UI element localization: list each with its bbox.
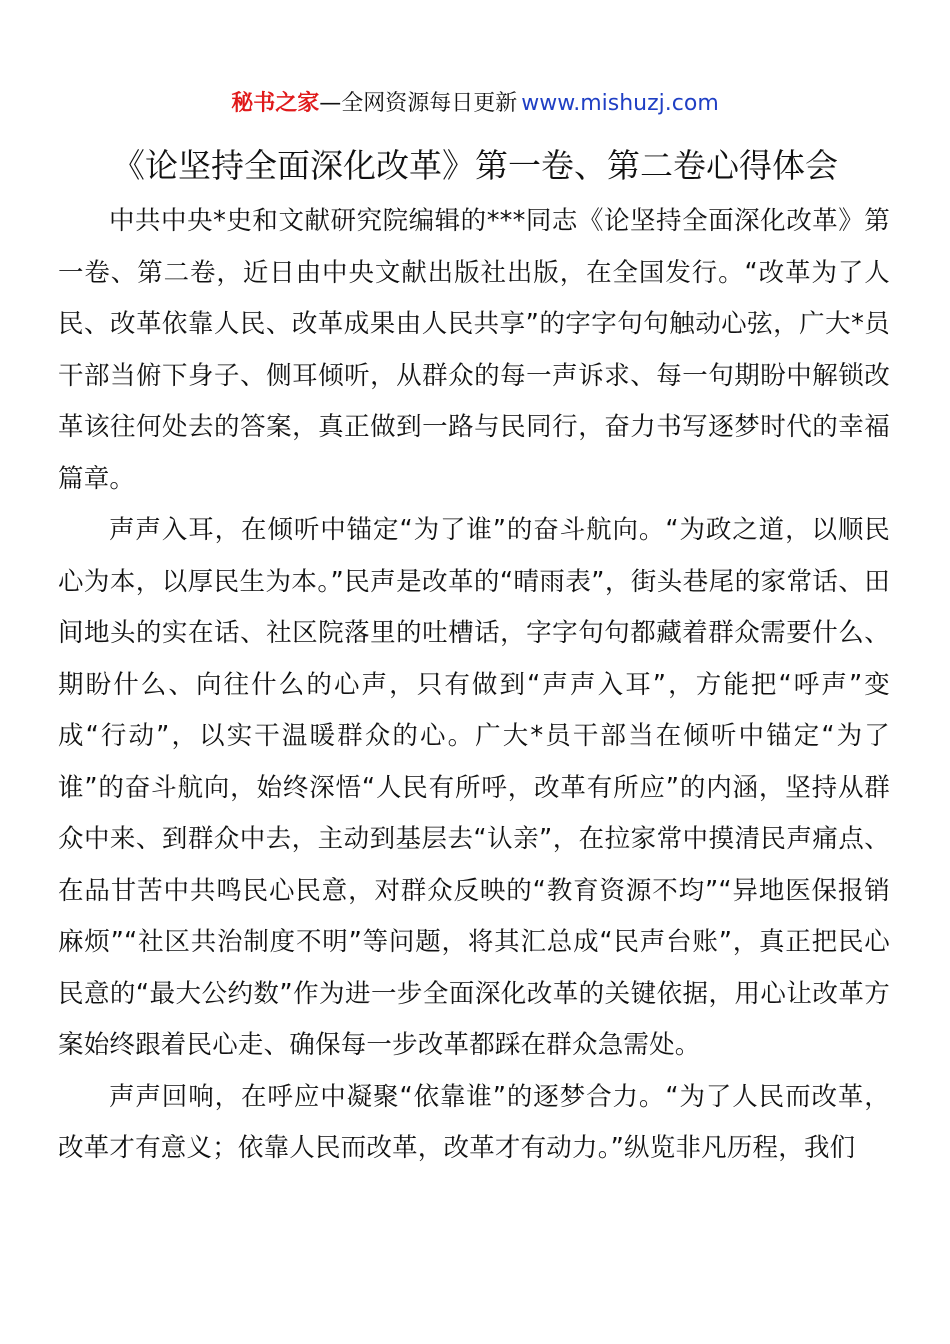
document-body xyxy=(58,196,890,1175)
paragraph-intro: 中共中央*史和文献研究院编辑的***同志《论坚持全面深化改革》第一卷、第二卷，近日由中央文献出版社出版，在全国发行。“改革为了人民、改革依靠人民、改革成果由人民共享”的字字句句触动心弦，广大*员干部当俯下身子、侧耳倾听，从群众的每一声诉求、每一句期盼中解锁改革该往何处去的答案，真正做到一路与民同行，奋力书写逐梦时代的幸福篇章。 xyxy=(58,206,890,494)
site-header xyxy=(0,88,950,120)
paragraph-listening: 声声入耳，在倾听中锚定“为了谁”的奋斗航向。“为政之道，以顺民心为本，以厚民生为本。”民声是改革的“晴雨表”，街头巷尾的家常话、田间地头的实在话、社区院落里的吐槽话，字字句句都藏着群众需要什么、期盼什么、向往什么的心声，只有做到“声声入耳”，方能把“呼声”变成“行动”，以实干温暖群众的心。广大*员干部当在倾听中锚定“为了谁”的奋斗航向，始终深悟“人民有所呼，改革有所应”的内涵，坚持从群众中来、到群众中去，主动到基层去“认亲”，在拉家常中摸清民声痛点、在品甘苦中共鸣民心民意，对群众反映的“教育资源不均”“异地医保报销麻烦”“社区共治制度不明”等问题，将其汇总成“民声台账”，真正把民心民意的“最大公约数”作为进一步全面深化改革的关键依据，用心让改革方案始终跟着民心走、确保每一步改革都踩在群众急需处。 xyxy=(58,515,890,1060)
paragraph-responding: 声声回响，在呼应中凝聚“依靠谁”的逐梦合力。“为了人民而改革，改革才有意义；依靠人民而改革，改革才有动力。”纵览非凡历程，我们 xyxy=(58,1081,890,1163)
document-title: 《论坚持全面深化改革》第一卷、第二卷心得体会 xyxy=(112,146,838,185)
header-slogan: —全网资源每日更新 xyxy=(319,91,518,116)
site-url-link[interactable]: www.mishuzj.com xyxy=(521,91,719,116)
brand-name: 秘书之家 xyxy=(231,91,320,116)
